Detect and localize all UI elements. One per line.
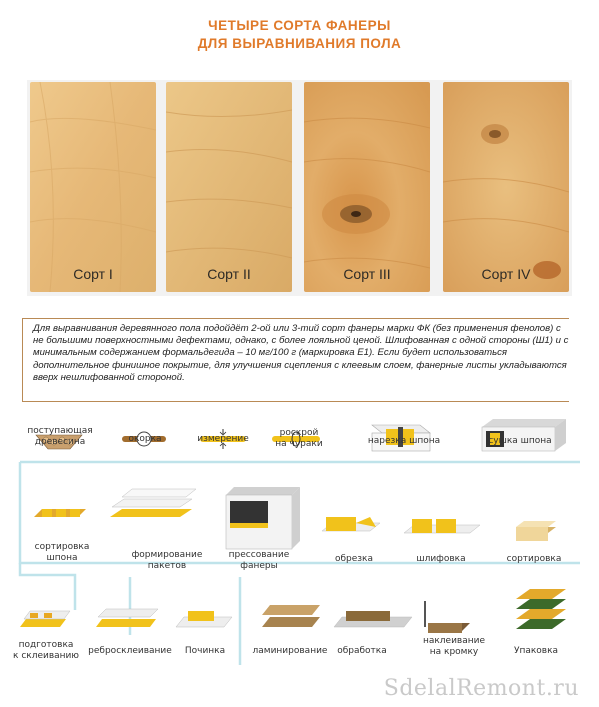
sample-grade-3: [304, 82, 430, 292]
title-line-1: ЧЕТЫРЕ СОРТА ФАНЕРЫ: [208, 18, 391, 33]
step-repair: Починка: [184, 646, 226, 656]
step-debarking: окорка: [128, 434, 162, 444]
step-processing: обработка: [337, 646, 387, 656]
step-final-sorting: сортировка: [506, 554, 562, 564]
step-pressing: прессование фанеры: [228, 550, 290, 571]
plywood-texture-2: [166, 82, 292, 292]
sample-grade-4: [443, 82, 569, 292]
step-veneer-cutting: нарезка шпона: [367, 436, 441, 446]
forming-packages-icon: [110, 489, 196, 517]
laminating-icon: [262, 605, 320, 627]
sample-label: Сорт I: [73, 266, 113, 282]
repair-icon: [176, 611, 232, 627]
step-incoming-wood: поступающая древесина: [27, 426, 93, 447]
sample-label: Сорт III: [343, 266, 391, 282]
sample-grade-2: [166, 82, 292, 292]
processing-icon: [334, 611, 412, 627]
step-cutting-blocks: роскрой на чураки: [275, 428, 323, 449]
step-forming-packages: формирование пакетов: [131, 550, 203, 571]
sample-grade-1: [30, 82, 156, 292]
glue-prep-icon: [20, 611, 70, 627]
description-text: Для выравнивания деревянного пола подойдёт 2-ой или 3-тий сорт фанеры марки ФК (без применения фенолов) с не большими поверхностными дефектами, однако, с более лояльной ценой. Шлифованная с одной стороны (Ш1) и с минимальным содержанием формальдегида – 10 мг/100 г (маркировка Е1). Если будет использоваться дополнительное финишное покрытие, для улучшения сцепления с клеевым слоем, фанерные листы укладываются вверх нешлифованной стороной.: [33, 323, 569, 383]
plywood-texture-4: [443, 82, 569, 292]
step-laminating: ламинирование: [252, 646, 328, 656]
title-line-2: ДЛЯ ВЫРАВНИВАНИЯ ПОЛА: [197, 36, 402, 51]
step-glue-prep: подготовка к склеиванию: [13, 640, 79, 661]
sample-label: Сорт II: [207, 266, 251, 282]
step-edge-banding: наклеивание на кромку: [422, 636, 486, 657]
sanding-icon: [404, 519, 480, 533]
step-veneer-drying: сушка шпона: [488, 436, 552, 446]
plywood-texture-3: [304, 82, 430, 292]
step-packing: Упаковка: [513, 646, 559, 656]
step-sanding: шлифовка: [416, 554, 466, 564]
final-sorting-icon: [516, 521, 556, 541]
packing-icon: [516, 589, 566, 629]
step-edge-gluing: ребросклеивание: [88, 646, 172, 656]
edge-gluing-icon: [96, 609, 158, 627]
step-trimming: обрезка: [334, 554, 374, 564]
edge-banding-icon: [424, 601, 470, 633]
plywood-pressing-icon: [226, 487, 300, 549]
veneer-sorting-icon: [34, 509, 86, 517]
trimming-icon: [322, 517, 380, 531]
step-measuring: измерение: [197, 434, 249, 444]
step-veneer-sorting: сортировка шпона: [34, 542, 90, 563]
plywood-texture-1: [30, 82, 156, 292]
watermark: SdelalRemont.ru: [383, 676, 579, 701]
description-box: [22, 318, 569, 402]
sample-label: Сорт IV: [481, 266, 531, 282]
